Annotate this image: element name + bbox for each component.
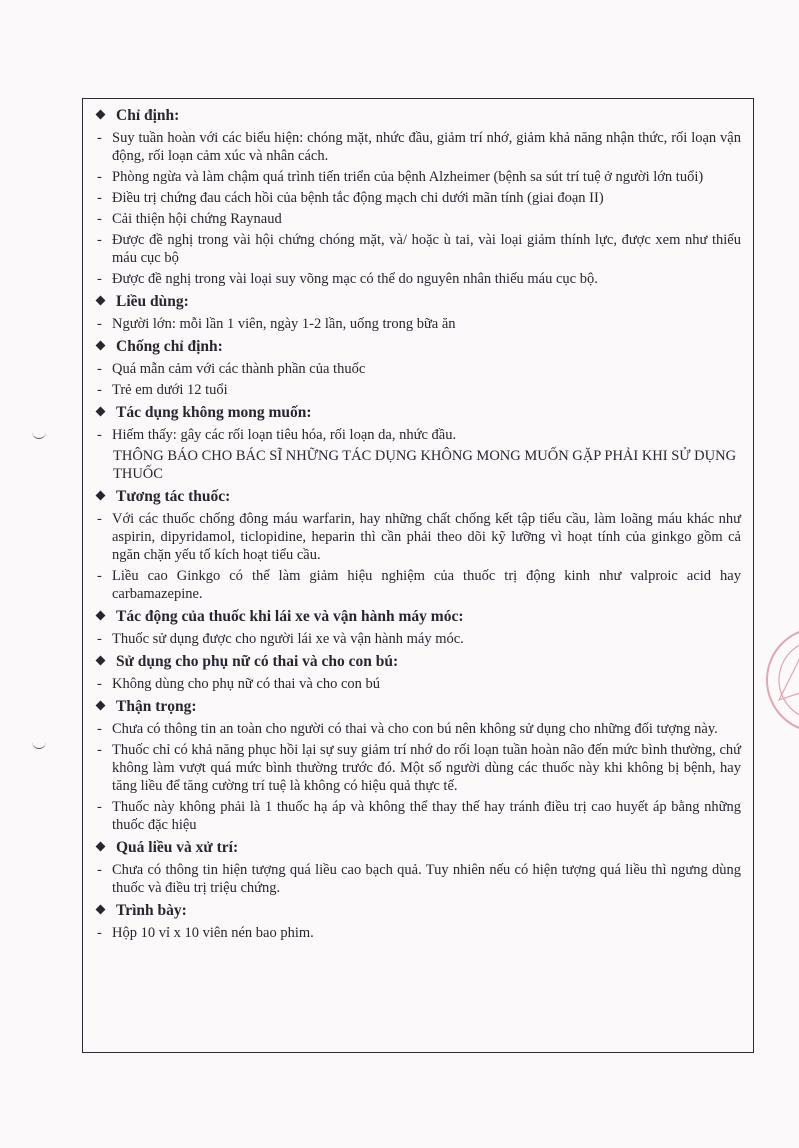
- dash-bullet: -: [97, 631, 102, 647]
- list-item-text: Chưa có thông tin an toàn cho người có thai và cho con bú nên không sử dụng cho những đối tượng này.: [112, 721, 718, 737]
- section-title: Trình bày:: [116, 902, 187, 919]
- list-item: [93, 510, 753, 564]
- section-title: Chỉ định:: [116, 107, 180, 124]
- section-heading: [93, 651, 753, 673]
- dash-bullet: -: [97, 925, 102, 941]
- list-item: [93, 741, 753, 795]
- diamond-bullet-icon: [96, 842, 106, 852]
- list-item-text: Quá mẫn cảm với các thành phần của thuốc: [112, 361, 366, 377]
- list-item: [93, 189, 753, 207]
- list-item: [93, 129, 753, 165]
- list-item-text: Suy tuần hoàn với các biểu hiện: chóng mặt, nhức đầu, giảm trí nhớ, giảm khả năng nhận thức, rối loạn vận động, rối loạn cảm xúc và nhân cách.: [112, 130, 741, 164]
- list-item: [93, 924, 753, 942]
- list-item-text: Được đề nghị trong vài loại suy võng mạc có thể do nguyên nhân thiếu máu cục bộ.: [112, 271, 598, 287]
- dash-bullet: -: [97, 511, 102, 527]
- dash-bullet: -: [97, 721, 102, 737]
- list-item: [93, 798, 753, 834]
- list-item-text: Được đề nghị trong vài hội chứng chóng mặt, và/ hoặc ù tai, vài loại giảm thính lực, được xem như thiếu máu cục bộ: [112, 232, 741, 266]
- section-title: Quá liều và xử trí:: [116, 839, 239, 856]
- section-heading: [93, 291, 753, 313]
- list-item-text: Điều trị chứng đau cách hồi của bệnh tắc động mạch chi dưới mãn tính (giai đoạn II): [112, 190, 604, 206]
- diamond-bullet-icon: [96, 656, 106, 666]
- section-heading: [93, 486, 753, 508]
- section-heading: [93, 900, 753, 922]
- document-frame: [82, 98, 754, 1053]
- list-item-text: Cải thiện hội chứng Raynaud: [112, 211, 282, 227]
- diamond-bullet-icon: [96, 341, 106, 351]
- list-item: [93, 675, 753, 693]
- list-item-text: Người lớn: mỗi lần 1 viên, ngày 1-2 lần, uống trong bữa ăn: [112, 316, 456, 332]
- section: [93, 606, 753, 648]
- list-item-text: Thuốc sử dụng được cho người lái xe và vận hành máy móc.: [112, 631, 464, 647]
- list-item: [93, 861, 753, 897]
- section-title: Liều dùng:: [116, 293, 189, 310]
- list-item: [93, 630, 753, 648]
- dash-bullet: -: [97, 799, 102, 815]
- punch-hole-mark: [32, 738, 46, 749]
- section-title: Tác dụng không mong muốn:: [116, 404, 312, 421]
- section-heading: [93, 837, 753, 859]
- diamond-bullet-icon: [96, 296, 106, 306]
- dash-bullet: -: [97, 427, 102, 443]
- warning-notice: THÔNG BÁO CHO BÁC SĨ NHỮNG TÁC DỤNG KHÔNG MONG MUỐN GẶP PHẢI KHI SỬ DỤNG THUỐC: [113, 448, 737, 482]
- section: [93, 105, 753, 288]
- list-item: [93, 567, 753, 603]
- dash-bullet: -: [97, 232, 102, 248]
- dash-bullet: -: [97, 676, 102, 692]
- dash-bullet: -: [97, 382, 102, 398]
- list-item: [93, 426, 753, 444]
- section: [93, 696, 753, 834]
- section: [93, 336, 753, 399]
- diamond-bullet-icon: [96, 701, 106, 711]
- section: [93, 402, 753, 483]
- diamond-bullet-icon: [96, 905, 106, 915]
- list-item: [93, 381, 753, 399]
- dash-bullet: -: [97, 130, 102, 146]
- section-heading: [93, 402, 753, 424]
- dash-bullet: -: [97, 271, 102, 287]
- list-item: [93, 360, 753, 378]
- diamond-bullet-icon: [96, 611, 106, 621]
- section-title: Thận trọng:: [116, 698, 197, 715]
- section-title: Tác động của thuốc khi lái xe và vận hành máy móc:: [116, 608, 464, 625]
- section-heading: [93, 336, 753, 358]
- diamond-bullet-icon: [96, 110, 106, 120]
- list-item-text: Trẻ em dưới 12 tuổi: [112, 382, 228, 398]
- list-item-text: Thuốc này không phải là 1 thuốc hạ áp và không thể thay thế hay tránh điều trị cao huyết áp bằng những thuốc đặc hiệu: [112, 799, 741, 833]
- dash-bullet: -: [97, 568, 102, 584]
- section: [93, 651, 753, 693]
- list-item: [93, 315, 753, 333]
- dash-bullet: -: [97, 190, 102, 206]
- section-heading: [93, 606, 753, 628]
- list-item-text: Với các thuốc chống đông máu warfarin, hay những chất chống kết tập tiểu cầu, làm loãng máu khác như aspirin, dipyridamol, ticlopidine, heparin thì cần phải theo dõi kỹ lưỡng vì hoạt tính của ginkgo gồm cả ngăn chặn yếu tố kích hoạt tiểu cầu.: [112, 511, 741, 563]
- list-item-text: Chưa có thông tin hiện tượng quá liều cao bạch quả. Tuy nhiên nếu có hiện tượng quá liều thì ngưng dùng thuốc và điều trị triệu chứng.: [112, 862, 741, 896]
- list-item: [93, 720, 753, 738]
- list-item-text: Hiếm thấy: gây các rối loạn tiêu hóa, rối loạn da, nhức đầu.: [112, 427, 457, 443]
- dash-bullet: -: [97, 169, 102, 185]
- stamp-seal-icon: [759, 620, 799, 740]
- diamond-bullet-icon: [96, 491, 106, 501]
- list-item-text: Không dùng cho phụ nữ có thai và cho con bú: [112, 676, 381, 692]
- dash-bullet: -: [97, 316, 102, 332]
- list-item: [93, 231, 753, 267]
- list-item-text: Liều cao Ginkgo có thể làm giảm hiệu nghiệm của thuốc trị động kinh như valproic acid hay carbamazepine.: [112, 568, 741, 602]
- section-title: Tương tác thuốc:: [116, 488, 231, 505]
- section: [93, 486, 753, 603]
- list-item: [93, 168, 753, 186]
- section: [93, 837, 753, 897]
- dash-bullet: -: [97, 361, 102, 377]
- section-heading: [93, 105, 753, 127]
- list-item: [93, 270, 753, 288]
- dash-bullet: -: [97, 742, 102, 758]
- section-title: Sử dụng cho phụ nữ có thai và cho con bú:: [116, 653, 399, 670]
- section-title: Chống chỉ định:: [116, 338, 223, 355]
- dash-bullet: -: [97, 211, 102, 227]
- dash-bullet: -: [97, 862, 102, 878]
- punch-hole-mark: [32, 428, 46, 439]
- list-item-text: Phòng ngừa và làm chậm quá trình tiến triển của bệnh Alzheimer (bệnh sa sút trí tuệ ở người lớn tuổi): [112, 169, 704, 185]
- section-heading: [93, 696, 753, 718]
- section: [93, 900, 753, 942]
- section: [93, 291, 753, 333]
- list-item: [93, 210, 753, 228]
- list-item-text: Thuốc chỉ có khả năng phục hồi lại sự suy giảm trí nhớ do rối loạn tuần hoàn não đến mức bình thường, chứ không làm vượt quá mức bình thường trước đó. Một số người dùng các thuốc này khi không bị bệnh, hay tăng liều để tăng cường trí tuệ là không có hiệu quả thực tế.: [112, 742, 741, 794]
- diamond-bullet-icon: [96, 407, 106, 417]
- list-item-text: Hộp 10 vỉ x 10 viên nén bao phim.: [112, 925, 314, 941]
